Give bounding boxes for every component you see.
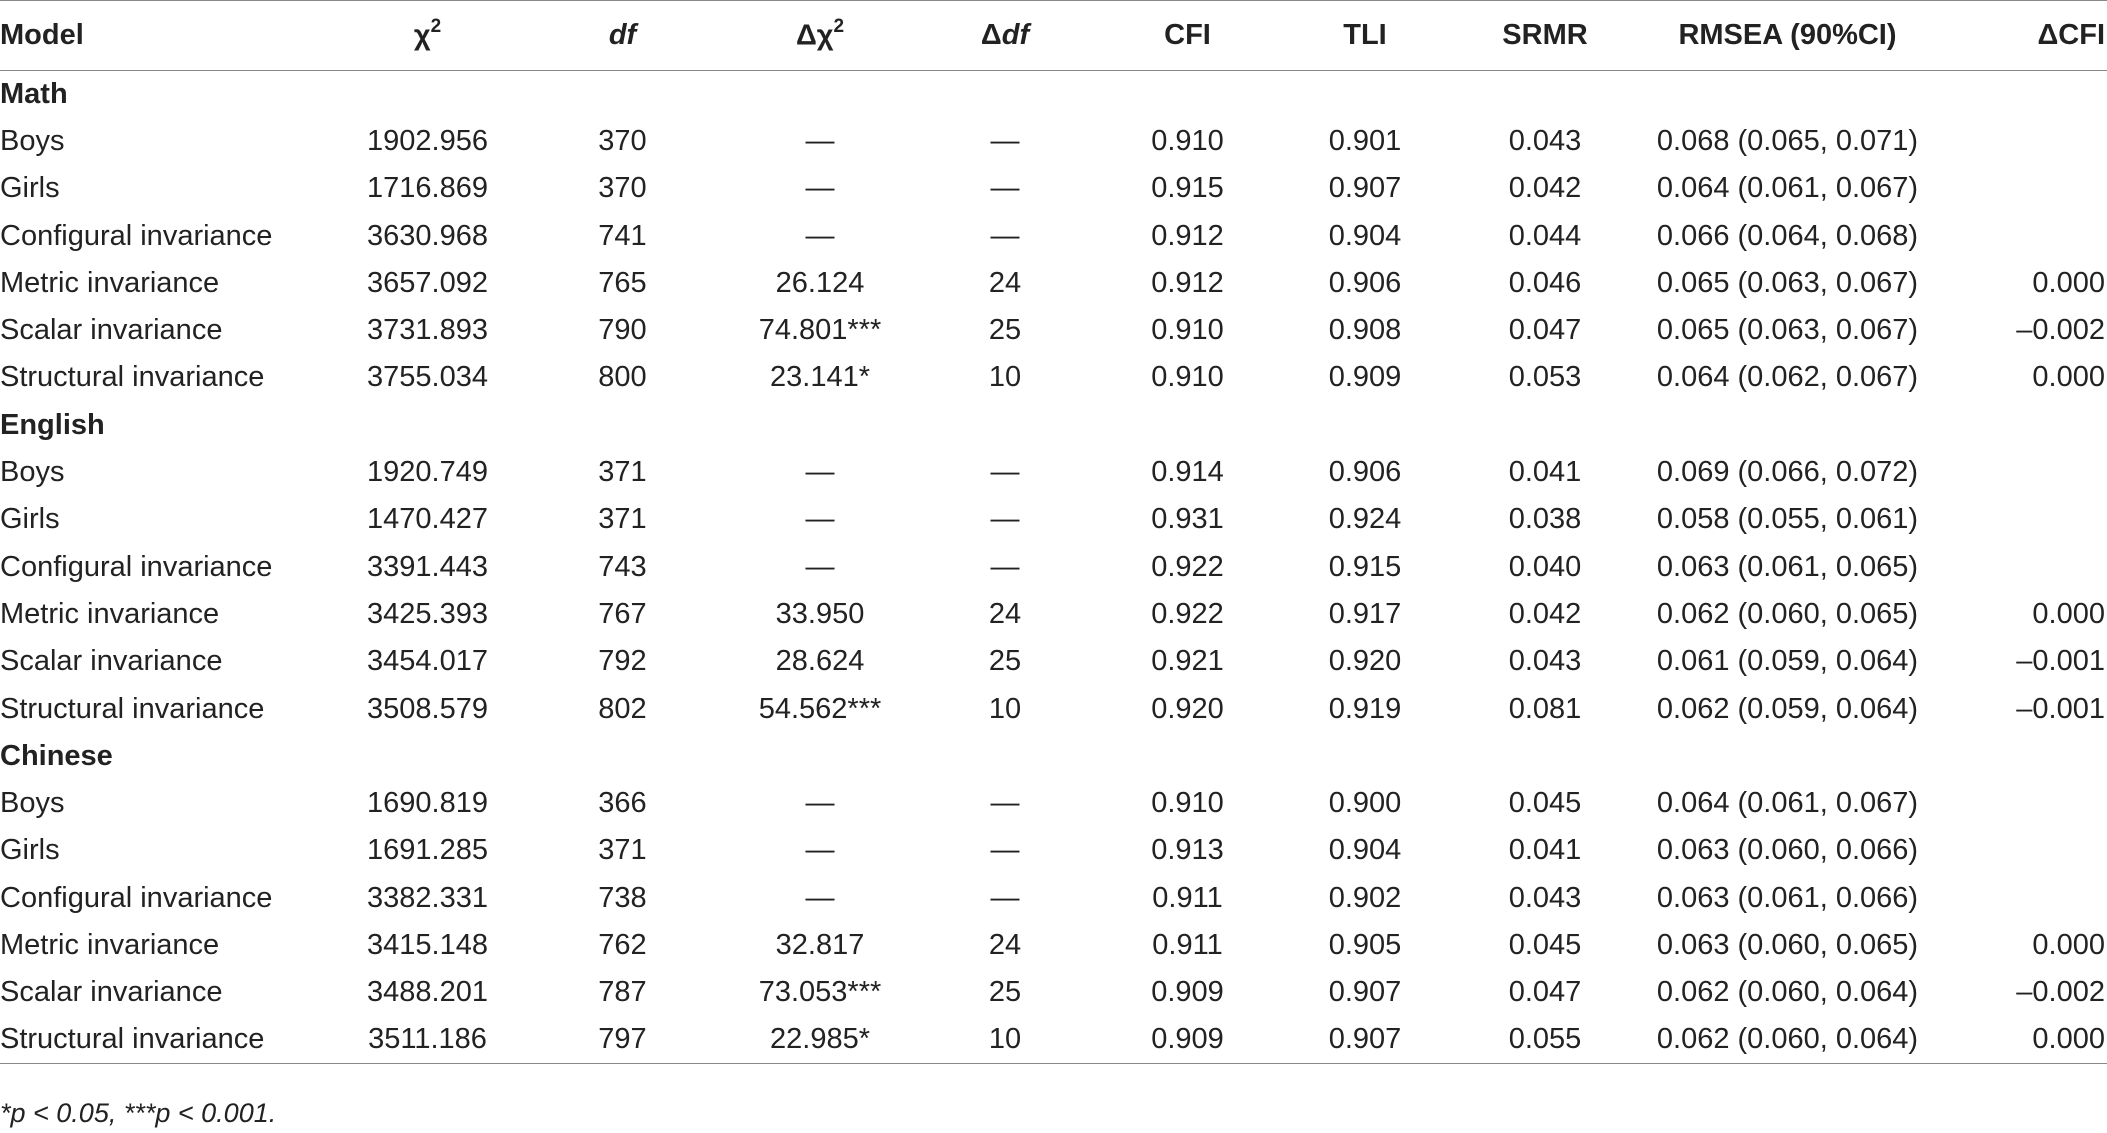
cell-chi2: 3382.331 [367,881,488,914]
cell-delta-df: — [990,550,1020,583]
header-tli: TLI [1270,1,1460,71]
cell-delta-chi2: 22.985* [735,1016,905,1063]
table-row [0,969,2107,1016]
cell-delta-df: 25 [988,314,1022,347]
cell-model: Scalar invariance [0,645,223,678]
table-row [0,827,2107,874]
cell-chi2: 3731.893 [367,314,488,347]
cell-cfi: 0.911 [1152,928,1223,961]
cell-df: 371 [598,503,647,536]
table-row [0,780,2107,827]
cell-chi2: 1902.956 [367,124,488,157]
table-row [0,638,2107,685]
cell-chi2: 3657.092 [367,266,488,299]
cell-delta-df: 25 [988,645,1022,678]
cell-df: 371 [598,456,647,489]
cell-chi2: 3454.017 [367,645,488,678]
header-delta-chi2 [735,1,905,71]
header-delta-df [905,1,1105,71]
cell-delta-cfi [1945,496,2107,543]
header-rmsea: RMSEA (90%CI) [1630,1,1945,71]
cell-srmr: 0.038 [1508,503,1582,536]
cell-df: 370 [598,124,647,157]
cell-df: 797 [510,1016,735,1063]
cell-srmr: 0.047 [1508,976,1582,1009]
cell-df: 366 [598,787,647,820]
table-row [0,449,2107,496]
table-header [0,1,2107,71]
cell-delta-chi2: 73.053*** [758,976,882,1009]
cell-tli: 0.906 [1328,456,1402,489]
cell-model: Configural invariance [0,219,273,252]
cell-delta-chi2: — [805,172,835,205]
cell-chi2: 3755.034 [367,361,488,394]
cell-delta-cfi: 0.000 [2032,928,2105,961]
table-row [0,307,2107,354]
cell-delta-chi2: 33.950 [775,597,865,630]
cell-delta-df: — [990,881,1020,914]
cell-delta-chi2: 32.817 [775,928,865,961]
cell-cfi: 0.913 [1151,834,1224,867]
cell-srmr: 0.041 [1508,456,1582,489]
cell-delta-cfi: –0.001 [2016,645,2105,678]
cell-chi2: 3488.201 [367,976,488,1009]
cell-cfi: 0.910 [1151,314,1224,347]
cell-srmr: 0.053 [1508,361,1582,394]
cell-rmsea: 0.062 (0.060, 0.064) [1630,1016,1945,1063]
table-row [0,875,2107,922]
header-delta-cfi: ΔCFI [1945,1,2107,71]
cell-tli: 0.908 [1328,314,1402,347]
cell-tli: 0.904 [1328,219,1402,252]
cell-model: Structural invariance [0,361,265,394]
cell-df: 370 [598,172,647,205]
cell-df: 767 [598,597,647,630]
table-row [0,260,2107,307]
table-row [0,354,2107,401]
cell-chi2: 1690.819 [367,787,488,820]
cell-delta-cfi: –0.002 [2016,976,2105,1009]
cell-delta-df: — [990,219,1020,252]
cell-srmr: 0.081 [1508,692,1582,725]
header-model: Model [0,1,345,71]
cell-delta-chi2: — [805,881,835,914]
cell-tli: 0.915 [1328,550,1402,583]
cell-model: Girls [0,172,60,205]
cell-tli: 0.920 [1328,645,1402,678]
cell-rmsea: 0.063 (0.060, 0.065) [1656,928,1919,961]
cell-tli: 0.906 [1328,266,1402,299]
cell-rmsea: 0.066 (0.064, 0.068) [1656,219,1919,252]
cell-delta-cfi: –0.001 [2016,692,2105,725]
cell-srmr: 0.043 [1508,124,1582,157]
cell-df: 765 [598,266,647,299]
section-row-english [0,402,2107,449]
section-row-chinese [0,733,2107,780]
cell-delta-chi2: — [805,503,835,536]
cell-delta-chi2: 54.562*** [758,692,882,725]
cell-model: Configural invariance [0,881,273,914]
cell-srmr: 0.042 [1508,597,1582,630]
cell-model: Metric invariance [0,266,220,299]
table-row [0,118,2107,165]
cell-srmr: 0.041 [1508,834,1582,867]
cell-df: 741 [598,219,647,252]
cell-model: Boys [0,456,65,489]
cell-rmsea: 0.065 (0.063, 0.067) [1656,314,1919,347]
cell-delta-cfi: 0.000 [2032,266,2105,299]
cell-df: 738 [598,881,647,914]
header-row [0,1,2107,71]
cell-tli: 0.924 [1328,503,1402,536]
cell-tli: 0.907 [1328,172,1402,205]
cell-chi2: 3508.579 [367,692,488,725]
cell-delta-chi2: — [805,456,835,489]
cell-delta-cfi [1945,827,2107,874]
cell-delta-chi2: — [805,124,835,157]
cell-delta-df: 10 [988,361,1022,394]
cell-delta-cfi: 0.000 [1945,1016,2107,1063]
cell-delta-df: — [990,787,1020,820]
cell-delta-cfi: 0.000 [2032,597,2105,630]
cell-chi2: 3391.443 [367,550,488,583]
cell-cfi: 0.931 [1151,503,1224,536]
cell-cfi: 0.920 [1151,692,1224,725]
cell-cfi: 0.910 [1151,361,1224,394]
cell-delta-df: 24 [988,597,1022,630]
cell-chi2: 3425.393 [367,597,488,630]
header-chi2-exponent: 2 [430,16,442,38]
cell-rmsea: 0.063 (0.060, 0.066) [1656,834,1919,867]
cell-delta-cfi [1945,212,2107,259]
cell-rmsea: 0.068 (0.065, 0.071) [1656,124,1919,157]
header-chi2 [345,1,510,71]
cell-rmsea: 0.064 (0.061, 0.067) [1656,172,1919,205]
cell-srmr: 0.055 [1460,1016,1630,1063]
cell-rmsea: 0.062 (0.060, 0.065) [1656,597,1919,630]
cell-rmsea: 0.069 (0.066, 0.072) [1656,456,1919,489]
table-footnote: *p < 0.05, ***p < 0.001. [0,1098,277,1128]
cell-model: Structural invariance [0,1016,345,1063]
cell-delta-df: — [990,456,1020,489]
cell-delta-df: 25 [988,976,1022,1009]
cell-delta-chi2: 26.124 [775,266,865,299]
cell-model: Boys [0,124,65,157]
cell-srmr: 0.045 [1508,928,1582,961]
section-title: English [0,408,105,441]
cell-cfi: 0.922 [1151,550,1224,583]
table-row [0,543,2107,590]
table-row [0,165,2107,212]
cell-srmr: 0.047 [1508,314,1582,347]
cell-df: 371 [598,834,647,867]
cell-model: Girls [0,503,60,536]
cell-srmr: 0.043 [1508,881,1582,914]
cell-chi2: 1691.285 [367,834,488,867]
cell-delta-cfi [1945,449,2107,496]
cell-tli: 0.917 [1328,597,1402,630]
table-body [0,71,2107,1064]
cell-df: 792 [598,645,647,678]
cell-model: Scalar invariance [0,314,223,347]
cell-cfi: 0.914 [1151,456,1224,489]
cell-chi2: 3415.148 [367,928,488,961]
cell-tli: 0.902 [1328,881,1402,914]
cell-model: Boys [0,787,65,820]
cell-cfi: 0.910 [1151,124,1224,157]
cell-rmsea: 0.061 (0.059, 0.064) [1656,645,1919,678]
cell-rmsea: 0.063 (0.061, 0.066) [1656,881,1919,914]
cell-delta-df: 10 [988,692,1022,725]
table-row [0,1016,2107,1063]
cell-cfi: 0.912 [1151,219,1224,252]
cell-df: 762 [598,928,647,961]
cell-chi2: 1470.427 [367,503,488,536]
cell-srmr: 0.043 [1508,645,1582,678]
cell-delta-df: — [990,124,1020,157]
cell-rmsea: 0.062 (0.059, 0.064) [1656,692,1919,725]
cell-delta-chi2: — [805,834,835,867]
cell-model: Structural invariance [0,692,265,725]
cell-tli: 0.919 [1328,692,1402,725]
cell-model: Scalar invariance [0,976,223,1009]
cell-rmsea: 0.063 (0.061, 0.065) [1656,550,1919,583]
cell-tli: 0.909 [1328,361,1402,394]
cell-delta-df: — [990,834,1020,867]
cell-srmr: 0.042 [1508,172,1582,205]
cell-delta-df: — [990,503,1020,536]
cell-cfi: 0.921 [1151,645,1224,678]
cell-delta-df: 10 [905,1016,1105,1063]
cell-cfi: 0.922 [1151,597,1224,630]
cell-tli: 0.907 [1328,976,1402,1009]
cell-delta-cfi [1945,118,2107,165]
cell-delta-df: — [990,172,1020,205]
cell-delta-chi2: 28.624 [775,645,865,678]
cell-df: 787 [598,976,647,1009]
cell-chi2: 3630.968 [367,219,488,252]
cell-srmr: 0.044 [1508,219,1582,252]
cell-df: 790 [598,314,647,347]
cell-delta-chi2: — [805,219,835,252]
cell-tli: 0.904 [1328,834,1402,867]
section-row-math [0,71,2107,118]
section-title: Math [0,77,68,110]
cell-df: 743 [598,550,647,583]
table-row [0,591,2107,638]
cell-delta-cfi [1945,543,2107,590]
header-delta-chi2-exponent: 2 [833,16,845,38]
cell-delta-df: 24 [988,928,1022,961]
cell-srmr: 0.040 [1508,550,1582,583]
header-delta-chi2-symbol: Δχ [795,19,834,52]
table-row [0,922,2107,969]
cell-chi2: 3511.186 [345,1016,510,1063]
table-row [0,496,2107,543]
header-cfi: CFI [1105,1,1270,71]
header-srmr: SRMR [1460,1,1630,71]
cell-rmsea: 0.058 (0.055, 0.061) [1656,503,1919,536]
header-df: df [510,1,735,71]
cell-delta-chi2: 23.141* [770,361,870,394]
cell-tli: 0.905 [1328,928,1402,961]
cell-rmsea: 0.064 (0.061, 0.067) [1656,787,1919,820]
table-row [0,212,2107,259]
cell-delta-chi2: — [805,550,835,583]
cell-delta-cfi [1945,875,2107,922]
cell-rmsea: 0.062 (0.060, 0.064) [1656,976,1919,1009]
cell-srmr: 0.046 [1508,266,1582,299]
cell-cfi: 0.910 [1151,787,1224,820]
cell-rmsea: 0.065 (0.063, 0.067) [1656,266,1919,299]
cell-df: 800 [598,361,647,394]
cell-delta-chi2: — [805,787,835,820]
table-row [0,685,2107,732]
header-chi2-symbol: χ [413,19,431,52]
cell-tli: 0.907 [1270,1016,1460,1063]
cell-tli: 0.901 [1328,124,1402,157]
cell-delta-chi2: 74.801*** [758,314,882,347]
cell-tli: 0.900 [1328,787,1402,820]
cell-cfi: 0.909 [1151,976,1224,1009]
cell-cfi: 0.909 [1105,1016,1270,1063]
cell-chi2: 1920.749 [367,456,488,489]
cell-delta-df: 24 [988,266,1022,299]
header-delta-df-label: df [1001,19,1030,51]
section-title: Chinese [0,739,113,772]
header-delta-df-symbol: Δ [980,19,1002,51]
cell-model: Girls [0,834,60,867]
cell-cfi: 0.915 [1151,172,1224,205]
cell-delta-cfi: 0.000 [2032,361,2105,394]
cell-model: Metric invariance [0,597,220,630]
cell-df: 802 [598,692,647,725]
cell-delta-cfi [1945,780,2107,827]
cell-delta-cfi: –0.002 [2016,314,2105,347]
cell-cfi: 0.912 [1151,266,1224,299]
cell-chi2: 1716.869 [367,172,488,205]
cell-delta-cfi [1945,165,2107,212]
cell-cfi: 0.911 [1152,881,1223,914]
cell-rmsea: 0.064 (0.062, 0.067) [1656,361,1919,394]
cell-model: Configural invariance [0,550,273,583]
cell-srmr: 0.045 [1508,787,1582,820]
cell-model: Metric invariance [0,928,220,961]
